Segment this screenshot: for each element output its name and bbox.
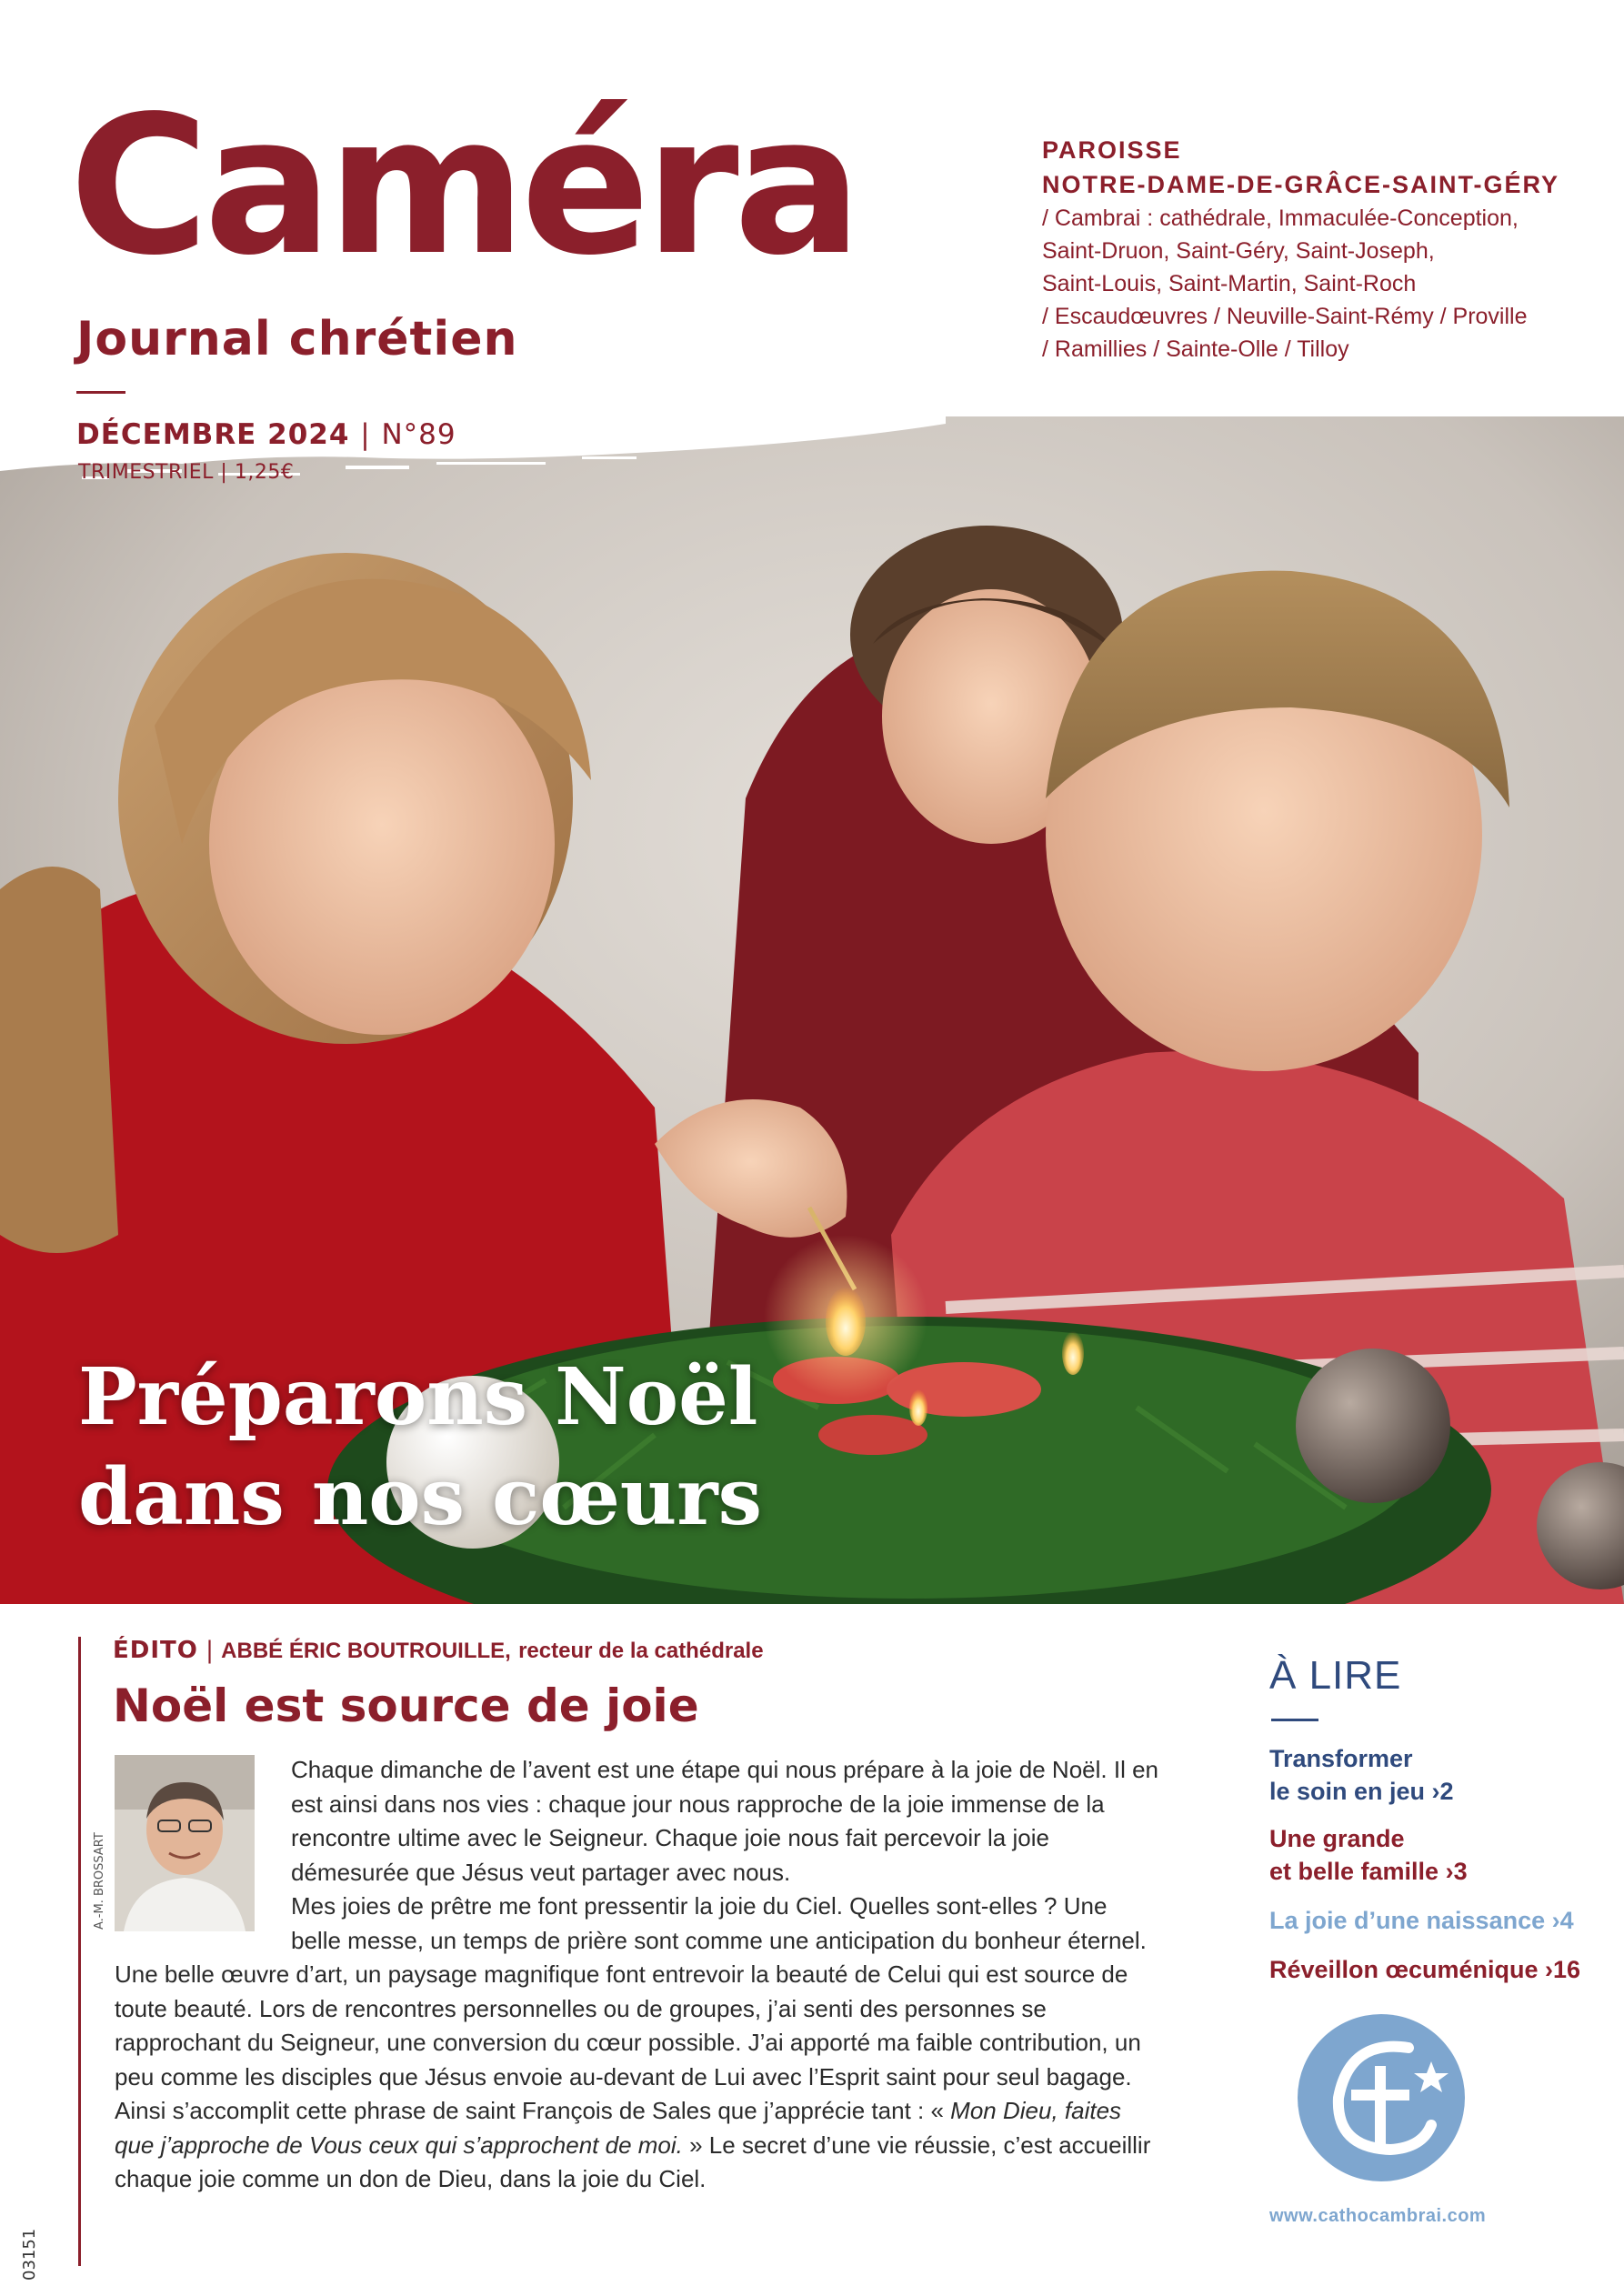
masthead-subtitle: Journal chrétien: [76, 312, 518, 366]
toc-item-line: La joie d’une naissance ›4: [1269, 1907, 1574, 1934]
edito-accent-bar: [78, 1637, 81, 2266]
footer-code: 03151: [20, 2228, 39, 2281]
edito-title: Noël est source de joie: [113, 1679, 699, 1732]
issue-frequency-price: TRIMESTRIEL | 1,25€: [78, 461, 295, 484]
sidebar-title: À LIRE: [1269, 1653, 1402, 1698]
parish-name: NOTRE-DAME-DE-GRÂCE-SAINT-GÉRY: [1042, 171, 1559, 198]
edito-body: [115, 1753, 1158, 2197]
toc-item-line: et belle famille ›3: [1269, 1858, 1468, 1885]
toc-item[interactable]: [1269, 1742, 1454, 1808]
parish-line: / Cambrai : cathédrale, Immaculée-Conception,: [1042, 206, 1519, 231]
toc-item-line: le soin en jeu ›2: [1269, 1778, 1454, 1805]
photo-credit: A.-M. BROSSART: [93, 1832, 106, 1930]
quote-open: «: [930, 2097, 951, 2124]
issue-date-text: DÉCEMBRE 2024: [76, 418, 350, 451]
edito-paragraph-text: Le secret d’une vie réussie, c’est accueillir chaque joie comme un don de Dieu, dans la joie du Ciel.: [115, 2131, 1151, 2192]
quote-close: »: [682, 2131, 703, 2159]
edito-quote: Mon Dieu, faites que j’approche de Vous ceux qui s’approchent de moi.: [115, 2097, 1122, 2159]
edito-label: ÉDITO: [113, 1637, 198, 1664]
issue-separator: |: [360, 418, 371, 451]
toc-item-line: Une grande: [1269, 1825, 1405, 1852]
cover-headline-line: dans nos cœurs: [78, 1451, 762, 1543]
edito-author-role: recteur de la cathédrale: [518, 1639, 764, 1663]
sidebar-divider: [1271, 1719, 1318, 1721]
toc-item-line: Réveillon œcuménique ›16: [1269, 1956, 1581, 1983]
toc-item[interactable]: [1269, 1904, 1574, 1937]
parish-heading: PAROISSE: [1042, 136, 1182, 164]
masthead-title: Caméra: [69, 75, 857, 297]
edito-paragraph: Chaque dimanche de l’avent est une étape qui nous prépare à la joie de Noël. Il en est ainsi dans nos vies : chaque jour nous rapproche de la joie immense de la rencontre ultime avec le Seigneur. Chaque joie nous fait percevoir la joie démesurée que Jésus veut partager avec nous.: [291, 1756, 1158, 1886]
parish-block: [1042, 133, 1588, 366]
toc-item[interactable]: [1269, 1822, 1468, 1888]
masthead-divider: [76, 391, 125, 394]
issue-date: [76, 418, 456, 451]
issue-number: N°89: [381, 418, 456, 451]
edito-author: ABBÉ ÉRIC BOUTROUILLE,: [221, 1639, 511, 1663]
diocese-cross-logo-icon: [1295, 2011, 1468, 2184]
edito-kicker: [113, 1637, 764, 1664]
cover-headline: [78, 1348, 897, 1548]
parish-line: / Ramillies / Sainte-Olle / Tilloy: [1042, 336, 1349, 362]
toc-item-line: Transformer: [1269, 1745, 1413, 1772]
parish-line: / Escaudœuvres / Neuville-Saint-Rémy / Proville: [1042, 304, 1528, 329]
toc-item[interactable]: [1269, 1953, 1580, 1986]
edito-paragraph-text: Mes joies de prêtre me font pressentir la joie du Ciel. Quelles sont-elles ? Une belle messe, un temps de prière sont comme une anticipation du bonheur éternel. Une belle œuvre d’art, un paysage magnifique font entrevoir la beauté de Celui qui est source de toute beauté. Lors de rencontres personnelles ou de groupes, j’ai senti des personnes se rapprochant du Seigneur, une conversion du cœur possible. J’ai apporté ma faible contribution, un peu comme les disciples que Jésus envoie au-devant de Lui avec l’Esprit saint pour seul bagage. Ainsi s’accomplit cette phrase de saint François de Sales que j’apprécie tant :: [115, 1892, 1147, 2124]
website-url[interactable]: www.cathocambrai.com: [1269, 2206, 1487, 2226]
edito-separator: |: [206, 1637, 214, 1664]
parish-line: Saint-Louis, Saint-Martin, Saint-Roch: [1042, 271, 1417, 296]
parish-line: Saint-Druon, Saint-Géry, Saint-Joseph,: [1042, 238, 1435, 264]
cover-headline-line: Préparons Noël: [78, 1351, 758, 1443]
